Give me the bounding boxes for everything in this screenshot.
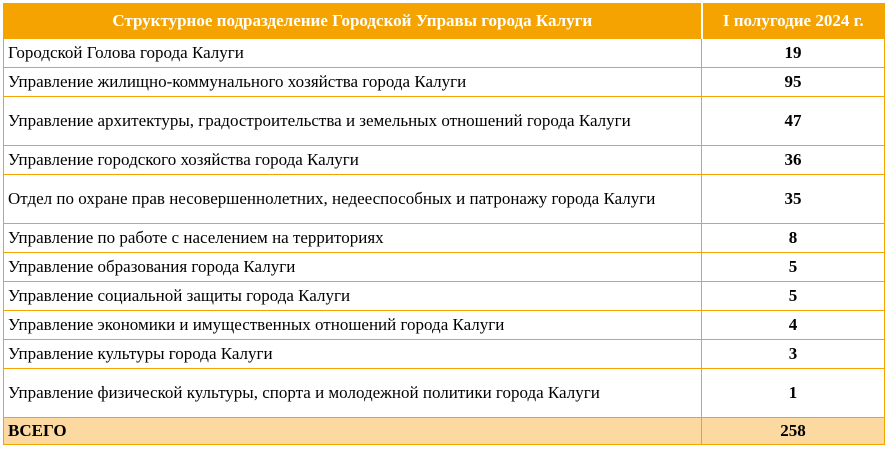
row-department: Отдел по охране прав несовершеннолетних, недееспособных и патронажу города Калуги	[4, 175, 702, 224]
table-row	[4, 282, 885, 311]
row-value: 1	[702, 369, 885, 418]
row-department: Управление архитектуры, градостроительства и земельных отношений города Калуги	[4, 97, 702, 146]
table-row	[4, 146, 885, 175]
row-value: 35	[702, 175, 885, 224]
header-row	[4, 4, 885, 39]
row-department: Городской Голова города Калуги	[4, 39, 702, 68]
table-row	[4, 311, 885, 340]
table-header	[4, 4, 885, 39]
row-value: 3	[702, 340, 885, 369]
row-value: 8	[702, 224, 885, 253]
table-row	[4, 97, 885, 146]
table-row	[4, 39, 885, 68]
row-value: 95	[702, 68, 885, 97]
table-row	[4, 253, 885, 282]
table-row	[4, 369, 885, 418]
row-value: 19	[702, 39, 885, 68]
header-period: I полугодие 2024 г.	[702, 4, 885, 39]
table-row	[4, 175, 885, 224]
total-label: ВСЕГО	[4, 418, 702, 445]
row-value: 5	[702, 253, 885, 282]
row-value: 5	[702, 282, 885, 311]
total-value: 258	[702, 418, 885, 445]
total-row	[4, 418, 885, 445]
table-row	[4, 224, 885, 253]
row-department: Управление жилищно-коммунального хозяйства города Калуги	[4, 68, 702, 97]
row-department: Управление социальной защиты города Калуги	[4, 282, 702, 311]
table-body	[4, 39, 885, 445]
row-department: Управление культуры города Калуги	[4, 340, 702, 369]
row-department: Управление экономики и имущественных отношений города Калуги	[4, 311, 702, 340]
header-department: Структурное подразделение Городской Управы города Калуги	[4, 4, 702, 39]
row-value: 36	[702, 146, 885, 175]
table-row	[4, 340, 885, 369]
row-department: Управление физической культуры, спорта и молодежной политики города Калуги	[4, 369, 702, 418]
appeals-table	[3, 3, 885, 445]
table-row	[4, 68, 885, 97]
row-value: 47	[702, 97, 885, 146]
row-department: Управление городского хозяйства города Калуги	[4, 146, 702, 175]
row-department: Управление образования города Калуги	[4, 253, 702, 282]
row-value: 4	[702, 311, 885, 340]
row-department: Управление по работе с населением на территориях	[4, 224, 702, 253]
